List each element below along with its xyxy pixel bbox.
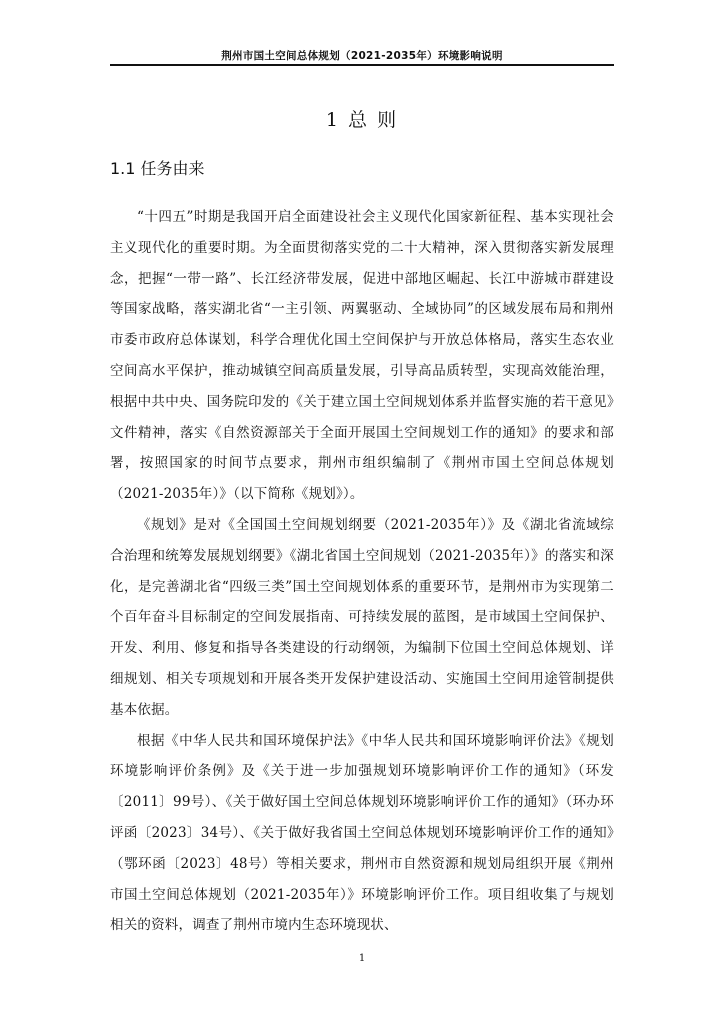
body-text <box>110 202 614 941</box>
paragraph: 根据《中华人民共和国环境保护法》《中华人民共和国环境影响评价法》《规划环境影响评价条例》及《关于进一步加强规划环境影响评价工作的通知》（环发〔2011〕99号）、《关于做好国土空间总体规划环境影响评价工作的通知》（环办环评函〔2023〕34号）、《关于做好我省国土空间总体规划环境影响评价工作的通知》（鄂环函〔2023〕48号）等相关要求，荆州市自然资源和规划局组织开展《荆州市国土空间总体规划（2021-2035年）》环境影响评价工作。项目组收集了与规划相关的资料，调查了荆州市境内生态环境现状、 <box>110 732 614 934</box>
paragraph: “十四五”时期是我国开启全面建设社会主义现代化国家新征程、基本实现社会主义现代化的重要时期。为全面贯彻落实党的二十大精神，深入贯彻落实新发展理念，把握“一带一路”、长江经济带发展，促进中部地区崛起、长江中游城市群建设等国家战略，落实湖北省“一主引领、两翼驱动、全域协同”的区域发展布局和荆州市委市政府总体谋划，科学合理优化国土空间保护与开放总体格局，落实生态农业空间高水平保护，推动城镇空间高质量发展，引导高品质转型，实现高效能治理，根据中共中央、国务院印发的《关于建立国土空间规划体系并监督实施的若干意见》文件精神，落实《自然资源部关于全面开展国土空间规划工作的通知》的要求和部署，按照国家的时间节点要求，荆州市组织编制了《荆州市国土空间总体规划（2021-2035年）》（以下简称《规划》）。 <box>110 209 614 503</box>
header-divider <box>110 64 614 66</box>
chapter-title: 1 总 则 <box>325 109 399 131</box>
running-header: 荆州市国土空间总体规划（2021-2035年）环境影响说明 <box>221 50 503 62</box>
page-number: 1 <box>358 953 366 964</box>
paragraph: 《规划》是对《全国国土空间规划纲要（2021-2035年）》及《湖北省流域综合治理和统筹发展规划纲要》《湖北省国土空间规划（2021-2035年）》的落实和深化，是完善湖北省“四级三类”国土空间规划体系的重要环节，是荆州市为实现第二个百年奋斗目标制定的空间发展指南、可持续发展的蓝图，是市域国土空间保护、开发、利用、修复和指导各类建设的行动纲领，为编制下位国土空间总体规划、详细规划、相关专项规划和开展各类开发保护建设活动、实施国土空间用途管制提供基本依据。 <box>110 516 614 718</box>
section-title: 1.1 任务由来 <box>110 159 205 178</box>
